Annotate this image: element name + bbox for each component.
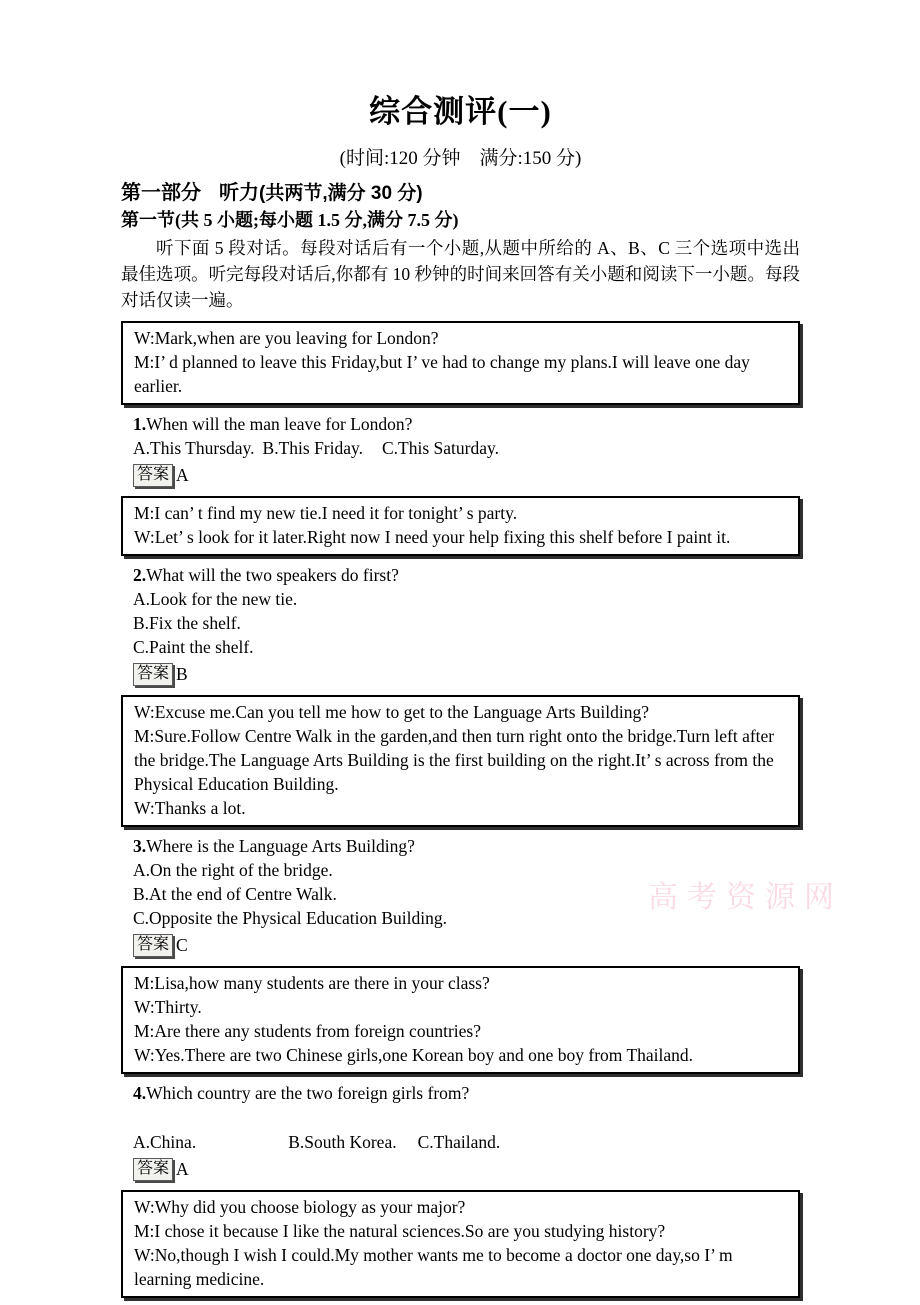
answer-letter: B xyxy=(176,664,188,684)
question-number: 1. xyxy=(133,414,147,434)
part1-label: 第一部分 xyxy=(121,182,201,204)
answer-badge: 答案 xyxy=(133,934,173,957)
dialogue-line: M:Sure.Follow Centre Walk in the garden,and then turn right onto the bridge.Turn left after the bridge.The Language Arts Building is the first building on the right.It’ s across from the Physical Education Building. xyxy=(134,726,775,794)
dialogue-line: W:Why did you choose biology as your major? xyxy=(134,1197,466,1217)
option-a: A.On the right of the bridge. xyxy=(133,860,333,880)
option-c: C.Thailand. xyxy=(417,1132,501,1152)
dialogue-box-5 xyxy=(121,1190,800,1298)
dialogue-line: M:Are there any students from foreign countries? xyxy=(134,1021,481,1041)
question-block-2 xyxy=(133,563,800,687)
dialogue-line: W:Thanks a lot. xyxy=(134,798,246,818)
answer-letter: C xyxy=(176,935,188,955)
dialogue-line: W:Excuse me.Can you tell me how to get to the Language Arts Building? xyxy=(134,702,650,722)
answer-badge: 答案 xyxy=(133,663,173,686)
dialogue-box-2 xyxy=(121,496,800,556)
dialogue-line: M:I’ d planned to leave this Friday,but I’ ve had to change my plans.I will leave one day earlier. xyxy=(134,352,750,396)
part1-scope: (共两节,满分 30 分) xyxy=(259,183,423,204)
answer-row xyxy=(133,1156,800,1182)
question-block-1 xyxy=(133,412,800,488)
options-row xyxy=(133,1130,800,1154)
question-stem: Where is the Language Arts Building? xyxy=(146,836,415,856)
part1-heading xyxy=(121,180,800,207)
page-title: 综合测评(一) xyxy=(369,94,552,129)
dialogue-box-4 xyxy=(121,966,800,1074)
dialogue-box-3 xyxy=(121,695,800,827)
dialogue-line: W:No,though I wish I could.My mother wants me to become a doctor one day,so I’ m learning medicine. xyxy=(134,1245,733,1289)
options-row xyxy=(133,436,800,460)
question-number: 4. xyxy=(133,1083,147,1103)
dialogue-line: W:Thirty. xyxy=(134,997,202,1017)
dialogue-line: M:I chose it because I like the natural sciences.So are you studying history? xyxy=(134,1221,666,1241)
question-text xyxy=(133,1081,800,1105)
dialogue-line: M:I can’ t find my new tie.I need it for tonight’ s party. xyxy=(134,503,518,523)
option-a: A.China. xyxy=(133,1132,197,1152)
option-b: B.At the end of Centre Walk. xyxy=(133,884,337,904)
question-stem: When will the man leave for London? xyxy=(146,414,413,434)
answer-letter: A xyxy=(176,465,189,485)
question-block-3 xyxy=(133,834,800,958)
dialogue-box-1 xyxy=(121,321,800,405)
question-block-4 xyxy=(133,1081,800,1182)
dialogue-line: M:Lisa,how many students are there in your class? xyxy=(134,973,490,993)
option-a: A.Look for the new tie. xyxy=(133,589,298,609)
option-a: A.This Thursday. xyxy=(133,438,255,458)
answer-badge: 答案 xyxy=(133,1158,173,1181)
section1-label: 第一节 xyxy=(121,210,175,230)
exam-meta: (时间:120 分钟 满分:150 分) xyxy=(339,148,582,169)
section1-heading xyxy=(121,208,800,232)
dialogue-line: W:Mark,when are you leaving for London? xyxy=(134,328,439,348)
question-number: 3. xyxy=(133,836,147,856)
question-text xyxy=(133,834,800,858)
option-c: C.This Saturday. xyxy=(382,438,499,458)
site-watermark: 高考资源网 xyxy=(648,881,843,914)
answer-letter: A xyxy=(176,1159,189,1179)
part1-name: 听力 xyxy=(219,182,259,204)
answer-row xyxy=(133,661,800,687)
listening-instructions: 听下面 5 段对话。每段对话后有一个小题,从题中所给的 A、B、C 三个选项中选出最佳选项。听完每段对话后,你都有 10 秒钟的时间来回答有关小题和阅读下一小题。每段对话仅读一遍。 xyxy=(121,238,800,310)
question-stem: Which country are the two foreign girls from? xyxy=(146,1083,470,1103)
document-content xyxy=(121,0,800,1305)
question-stem: What will the two speakers do first? xyxy=(146,565,399,585)
question-number: 2. xyxy=(133,565,147,585)
answer-badge: 答案 xyxy=(133,464,173,487)
option-b: B.Fix the shelf. xyxy=(133,613,241,633)
answer-row xyxy=(133,462,800,488)
option-c: C.Opposite the Physical Education Building. xyxy=(133,908,448,928)
option-b: B.This Friday. xyxy=(262,438,363,458)
dialogue-line: W:Yes.There are two Chinese girls,one Korean boy and one boy from Thailand. xyxy=(134,1045,694,1065)
option-c: C.Paint the shelf. xyxy=(133,637,254,657)
answer-row xyxy=(133,932,800,958)
dialogue-line: W:Let’ s look for it later.Right now I need your help fixing this shelf before I paint it. xyxy=(134,527,731,547)
question-text xyxy=(133,412,800,436)
question-text xyxy=(133,563,800,587)
section1-scope: (共 5 小题;每小题 1.5 分,满分 7.5 分) xyxy=(175,210,459,230)
option-b: B.South Korea. xyxy=(288,1132,397,1152)
